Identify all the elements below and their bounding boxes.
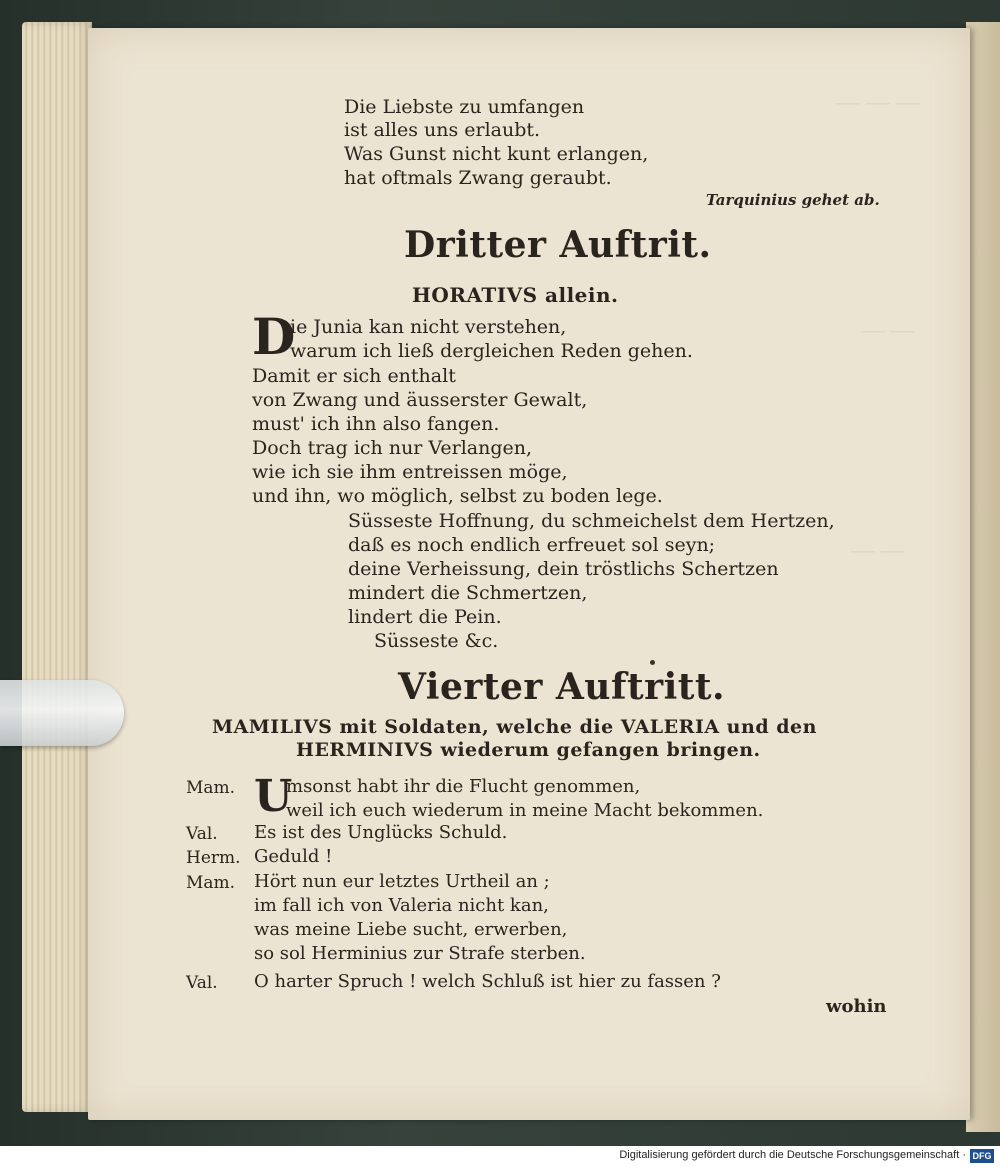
scene-cast: MAMILIVS mit Soldaten, welche die VALERIA und den bbox=[212, 716, 817, 738]
show-through-text: ⸺ ⸺ bbox=[860, 322, 916, 340]
dfg-logo: DFG bbox=[970, 1149, 994, 1163]
dialogue-line: so sol Herminius zur Strafe sterben. bbox=[254, 943, 586, 964]
dialogue-line: Es ist des Unglücks Schuld. bbox=[254, 822, 508, 843]
aria-line: daß es noch endlich erfreuet sol seyn; bbox=[348, 534, 716, 556]
verse-line: ist alles uns erlaubt. bbox=[344, 119, 541, 141]
verse-line: wie ich sie ihm entreissen möge, bbox=[252, 461, 568, 483]
aria-line: deine Verheissung, dein tröstlichs Schertzen bbox=[348, 558, 779, 580]
adjacent-page-edge bbox=[966, 22, 1000, 1132]
dialogue-line: O harter Spruch ! welch Schluß ist hier zu fassen ? bbox=[254, 971, 721, 992]
dialogue-line: Geduld ! bbox=[254, 846, 333, 867]
aria-line: mindert die Schmertzen, bbox=[348, 582, 588, 604]
aria-line: Süsseste Hoffnung, du schmeichelst dem Hertzen, bbox=[348, 510, 835, 532]
verse-line: Doch trag ich nur Verlangen, bbox=[252, 437, 533, 459]
dialogue-line: Hört nun eur letztes Urtheil an ; bbox=[254, 871, 550, 892]
verse-line: Damit er sich enthalt bbox=[252, 365, 456, 387]
dialogue-line: im fall ich von Valeria nicht kan, bbox=[254, 895, 549, 916]
dialogue-line: weil ich euch wiederum in meine Macht bekommen. bbox=[286, 800, 764, 821]
ink-dot bbox=[650, 660, 655, 665]
aria-refrain: Süsseste &c. bbox=[374, 630, 499, 652]
show-through-text: ⸺ ⸺ ⸺ bbox=[835, 94, 921, 112]
drop-cap: D bbox=[252, 307, 296, 366]
show-through-text: ⸺ ⸺ bbox=[850, 542, 906, 560]
verse-line: von Zwang und äusserster Gewalt, bbox=[252, 389, 588, 411]
scene-title: Vierter Auftritt. bbox=[398, 666, 726, 708]
speaker-label: Val. bbox=[186, 973, 218, 993]
funding-credit: Digitalisierung gefördert durch die Deutsche Forschungsgemeinschaft · bbox=[619, 1149, 966, 1161]
stage-direction: Tarquinius gehet ab. bbox=[706, 191, 880, 209]
page-clip bbox=[0, 680, 124, 746]
verse-line: hat oftmals Zwang geraubt. bbox=[344, 167, 612, 189]
speaker-label: Mam. bbox=[186, 778, 236, 798]
dialogue-line: was meine Liebe sucht, erwerben, bbox=[254, 919, 568, 940]
verse-line: und ihn, wo möglich, selbst zu boden lege. bbox=[252, 485, 663, 507]
dialogue-line: msonst habt ihr die Flucht genommen, bbox=[286, 776, 641, 797]
verse-line: Die Liebste zu umfangen bbox=[344, 96, 585, 118]
verse-line: ie Junia kan nicht verstehen, bbox=[290, 316, 567, 338]
scene-title: Dritter Auftrit. bbox=[404, 224, 712, 266]
speaker-label: Mam. bbox=[186, 873, 236, 893]
catchword: wohin bbox=[826, 996, 887, 1017]
scene-cast: HERMINIVS wiederum gefangen bringen. bbox=[296, 739, 761, 761]
speaker-label: Herm. bbox=[186, 848, 241, 868]
speaker-label: Val. bbox=[186, 824, 218, 844]
drop-cap: U bbox=[254, 771, 293, 822]
verse-line: must' ich ihn also fangen. bbox=[252, 413, 500, 435]
scene-cast: HORATIVS allein. bbox=[412, 283, 619, 307]
aria-line: lindert die Pein. bbox=[348, 606, 502, 628]
book-page-edges bbox=[22, 22, 92, 1112]
verse-line: warum ich ließ dergleichen Reden gehen. bbox=[290, 340, 693, 362]
verse-line: Was Gunst nicht kunt erlangen, bbox=[344, 143, 649, 165]
footer-bar bbox=[0, 1146, 1000, 1167]
